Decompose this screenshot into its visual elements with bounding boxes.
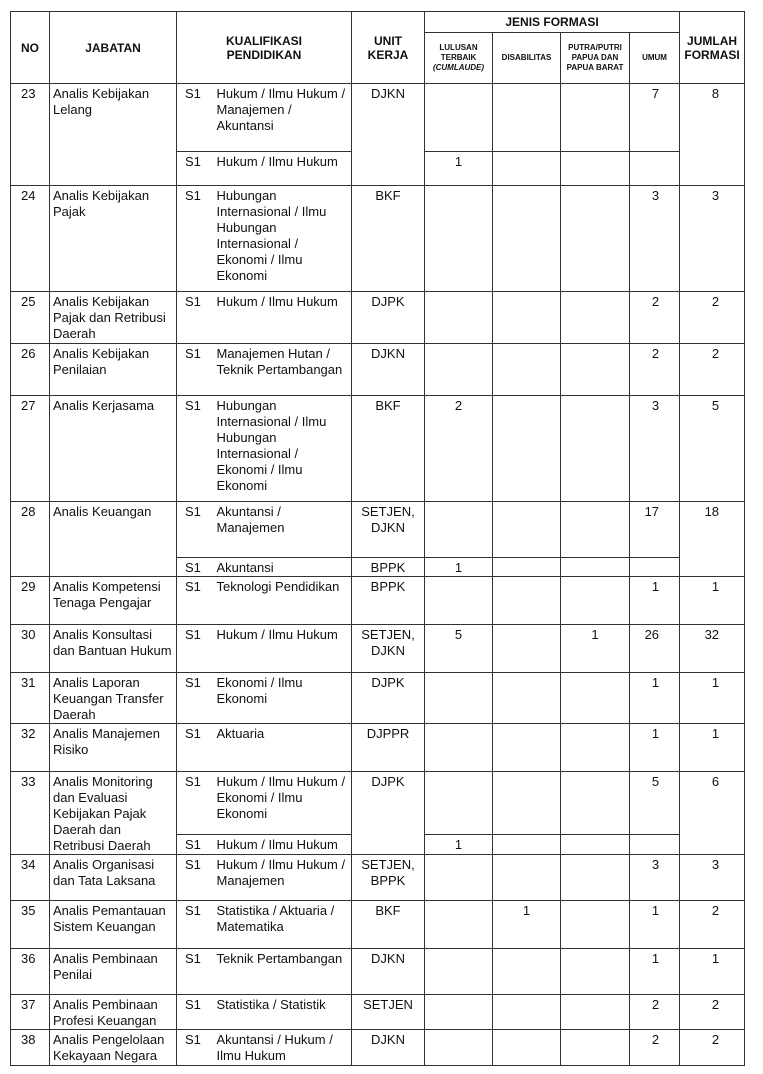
- header-lulusan-terbaik: LULUSAN TERBAIK (CUMLAUDE): [425, 33, 493, 84]
- unit-kerja-cell: BKF: [352, 396, 425, 502]
- kualifikasi-cell: Akuntansi / Hukum / Ilmu Hukum: [215, 1030, 352, 1066]
- umum-cell: 2: [630, 995, 680, 1030]
- cumlaude-cell: [425, 84, 493, 152]
- papua-cell: [561, 396, 630, 502]
- jabatan-cell: Analis Kompetensi Tenaga Pengajar: [50, 577, 177, 625]
- kualifikasi-cell: Hukum / Ilmu Hukum / Manajemen / Akuntansi: [215, 84, 352, 152]
- row-number: 28: [11, 502, 50, 577]
- disabilitas-cell: [493, 724, 561, 772]
- unit-kerja-cell: BKF: [352, 186, 425, 292]
- kualifikasi-cell: Akuntansi / Manajemen: [215, 502, 352, 558]
- row-number: 30: [11, 625, 50, 673]
- disabilitas-cell: [493, 949, 561, 995]
- formasi-table: [10, 11, 745, 1066]
- disabilitas-cell: [493, 186, 561, 292]
- kualifikasi-cell: Teknologi Pendidikan: [215, 577, 352, 625]
- table-row: [11, 625, 745, 673]
- umum-cell: 1: [630, 724, 680, 772]
- disabilitas-cell: 1: [493, 901, 561, 949]
- disabilitas-cell: [493, 772, 561, 835]
- cumlaude-cell: 2: [425, 396, 493, 502]
- row-number: 33: [11, 772, 50, 855]
- kualifikasi-cell: Statistika / Aktuaria / Matematika: [215, 901, 352, 949]
- education-level-cell: S1: [177, 724, 215, 772]
- kualifikasi-cell: Akuntansi: [215, 558, 352, 577]
- kualifikasi-cell: Teknik Pertambangan: [215, 949, 352, 995]
- unit-kerja-cell: SETJEN, BPPK: [352, 855, 425, 901]
- header-jabatan: JABATAN: [50, 12, 177, 84]
- education-level-cell: S1: [177, 292, 215, 344]
- papua-cell: [561, 949, 630, 995]
- disabilitas-cell: [493, 292, 561, 344]
- disabilitas-cell: [493, 834, 561, 854]
- disabilitas-cell: [493, 502, 561, 558]
- papua-cell: [561, 1030, 630, 1066]
- jabatan-cell: Analis Konsultasi dan Bantuan Hukum: [50, 625, 177, 673]
- jabatan-cell: Analis Keuangan: [50, 502, 177, 577]
- table-row: [11, 995, 745, 1030]
- jabatan-cell: Analis Pembinaan Penilai: [50, 949, 177, 995]
- education-level-cell: S1: [177, 834, 215, 854]
- table-row: [11, 84, 745, 152]
- disabilitas-cell: [493, 577, 561, 625]
- unit-kerja-cell: BPPK: [352, 558, 425, 577]
- umum-cell: 7: [630, 84, 680, 152]
- table-row: [11, 949, 745, 995]
- education-level-cell: S1: [177, 1030, 215, 1066]
- cumlaude-cell: [425, 673, 493, 724]
- cumlaude-cell: [425, 949, 493, 995]
- cumlaude-cell: [425, 502, 493, 558]
- kualifikasi-cell: Hukum / Ilmu Hukum: [215, 152, 352, 186]
- header-papua: PUTRA/PUTRI PAPUA DAN PAPUA BARAT: [561, 33, 630, 84]
- umum-cell: 1: [630, 577, 680, 625]
- cumlaude-cell: 1: [425, 834, 493, 854]
- umum-cell: 1: [630, 901, 680, 949]
- jumlah-cell: 2: [680, 901, 745, 949]
- unit-kerja-cell: SETJEN: [352, 995, 425, 1030]
- jabatan-cell: Analis Kebijakan Pajak: [50, 186, 177, 292]
- kualifikasi-cell: Hubungan Internasional / Ilmu Hubungan Internasional / Ekonomi / Ilmu Ekonomi: [215, 186, 352, 292]
- education-level-cell: S1: [177, 949, 215, 995]
- papua-cell: [561, 502, 630, 558]
- disabilitas-cell: [493, 396, 561, 502]
- unit-kerja-cell: BKF: [352, 901, 425, 949]
- education-level-cell: S1: [177, 558, 215, 577]
- disabilitas-cell: [493, 625, 561, 673]
- jabatan-cell: Analis Monitoring dan Evaluasi Kebijakan Pajak Daerah dan Retribusi Daerah: [50, 772, 177, 855]
- umum-cell: [630, 152, 680, 186]
- umum-cell: [630, 558, 680, 577]
- unit-kerja-cell: DJPK: [352, 673, 425, 724]
- education-level-cell: S1: [177, 152, 215, 186]
- disabilitas-cell: [493, 855, 561, 901]
- cumlaude-cell: [425, 995, 493, 1030]
- papua-cell: [561, 152, 630, 186]
- papua-cell: [561, 855, 630, 901]
- jumlah-cell: 3: [680, 855, 745, 901]
- kualifikasi-cell: Hukum / Ilmu Hukum / Manajemen: [215, 855, 352, 901]
- header-kualifikasi: KUALIFIKASI PENDIDIKAN: [177, 12, 352, 84]
- cumlaude-cell: [425, 901, 493, 949]
- jumlah-cell: 1: [680, 577, 745, 625]
- cumlaude-cell: 1: [425, 558, 493, 577]
- unit-kerja-cell: SETJEN, DJKN: [352, 502, 425, 558]
- papua-cell: [561, 673, 630, 724]
- kualifikasi-cell: Hukum / Ilmu Hukum: [215, 625, 352, 673]
- umum-cell: 2: [630, 292, 680, 344]
- row-number: 32: [11, 724, 50, 772]
- unit-kerja-cell: DJKN: [352, 344, 425, 396]
- table-row: [11, 577, 745, 625]
- jumlah-cell: 1: [680, 949, 745, 995]
- education-level-cell: S1: [177, 995, 215, 1030]
- row-number: 35: [11, 901, 50, 949]
- papua-cell: [561, 724, 630, 772]
- umum-cell: 5: [630, 772, 680, 835]
- papua-cell: [561, 577, 630, 625]
- papua-cell: [561, 995, 630, 1030]
- education-level-cell: S1: [177, 502, 215, 558]
- jumlah-cell: 18: [680, 502, 745, 577]
- jumlah-cell: 3: [680, 186, 745, 292]
- education-level-cell: S1: [177, 84, 215, 152]
- table-row: [11, 855, 745, 901]
- jabatan-cell: Analis Kebijakan Lelang: [50, 84, 177, 186]
- kualifikasi-cell: Statistika / Statistik: [215, 995, 352, 1030]
- disabilitas-cell: [493, 995, 561, 1030]
- education-level-cell: S1: [177, 673, 215, 724]
- table-row: [11, 292, 745, 344]
- jumlah-cell: 1: [680, 673, 745, 724]
- umum-cell: 2: [630, 1030, 680, 1066]
- row-number: 24: [11, 186, 50, 292]
- umum-cell: 3: [630, 396, 680, 502]
- disabilitas-cell: [493, 558, 561, 577]
- kualifikasi-cell: Hukum / Ilmu Hukum / Ekonomi / Ilmu Ekonomi: [215, 772, 352, 835]
- unit-kerja-cell: DJKN: [352, 949, 425, 995]
- jabatan-cell: Analis Pemantauan Sistem Keuangan: [50, 901, 177, 949]
- education-level-cell: S1: [177, 625, 215, 673]
- papua-cell: 1: [561, 625, 630, 673]
- umum-cell: 2: [630, 344, 680, 396]
- jumlah-cell: 6: [680, 772, 745, 855]
- jabatan-cell: Analis Organisasi dan Tata Laksana: [50, 855, 177, 901]
- kualifikasi-cell: Aktuaria: [215, 724, 352, 772]
- row-number: 25: [11, 292, 50, 344]
- jumlah-cell: 1: [680, 724, 745, 772]
- jabatan-cell: Analis Manajemen Risiko: [50, 724, 177, 772]
- jabatan-cell: Analis Laporan Keuangan Transfer Daerah: [50, 673, 177, 724]
- jumlah-cell: 2: [680, 344, 745, 396]
- kualifikasi-cell: Hukum / Ilmu Hukum: [215, 292, 352, 344]
- cumlaude-cell: [425, 577, 493, 625]
- education-level-cell: S1: [177, 344, 215, 396]
- jabatan-cell: Analis Kerjasama: [50, 396, 177, 502]
- table-row: [11, 396, 745, 502]
- header-disabilitas: DISABILITAS: [493, 33, 561, 84]
- header-no: NO: [11, 12, 50, 84]
- kualifikasi-cell: Hubungan Internasional / Ilmu Hubungan Internasional / Ekonomi / Ilmu Ekonomi: [215, 396, 352, 502]
- disabilitas-cell: [493, 152, 561, 186]
- papua-cell: [561, 84, 630, 152]
- table-row: [11, 724, 745, 772]
- table-row: [11, 673, 745, 724]
- row-number: 29: [11, 577, 50, 625]
- umum-cell: 26: [630, 625, 680, 673]
- cumlaude-cell: [425, 772, 493, 835]
- row-number: 26: [11, 344, 50, 396]
- disabilitas-cell: [493, 673, 561, 724]
- umum-cell: [630, 834, 680, 854]
- disabilitas-cell: [493, 1030, 561, 1066]
- papua-cell: [561, 558, 630, 577]
- unit-kerja-cell: DJPK: [352, 292, 425, 344]
- unit-kerja-cell: DJKN: [352, 1030, 425, 1066]
- education-level-cell: S1: [177, 186, 215, 292]
- header-jumlah: JUMLAH FORMASI: [680, 12, 745, 84]
- row-number: 38: [11, 1030, 50, 1066]
- papua-cell: [561, 186, 630, 292]
- papua-cell: [561, 772, 630, 835]
- papua-cell: [561, 292, 630, 344]
- education-level-cell: S1: [177, 396, 215, 502]
- education-level-cell: S1: [177, 855, 215, 901]
- jumlah-cell: 2: [680, 292, 745, 344]
- row-number: 34: [11, 855, 50, 901]
- table-row: [11, 772, 745, 835]
- header-umum: UMUM: [630, 33, 680, 84]
- cumlaude-cell: [425, 724, 493, 772]
- umum-cell: 1: [630, 949, 680, 995]
- papua-cell: [561, 834, 630, 854]
- jumlah-cell: 5: [680, 396, 745, 502]
- kualifikasi-cell: Hukum / Ilmu Hukum: [215, 834, 352, 854]
- row-number: 23: [11, 84, 50, 186]
- cumlaude-cell: [425, 855, 493, 901]
- papua-cell: [561, 901, 630, 949]
- cumlaude-cell: [425, 1030, 493, 1066]
- header-unit-kerja: UNIT KERJA: [352, 12, 425, 84]
- jumlah-cell: 2: [680, 995, 745, 1030]
- table-row: [11, 344, 745, 396]
- header-jenis-formasi: JENIS FORMASI: [425, 12, 680, 33]
- kualifikasi-cell: Ekonomi / Ilmu Ekonomi: [215, 673, 352, 724]
- unit-kerja-cell: DJKN: [352, 84, 425, 186]
- jabatan-cell: Analis Kebijakan Pajak dan Retribusi Daerah: [50, 292, 177, 344]
- unit-kerja-cell: DJPK: [352, 772, 425, 855]
- cumlaude-cell: 1: [425, 152, 493, 186]
- kualifikasi-cell: Manajemen Hutan / Teknik Pertambangan: [215, 344, 352, 396]
- table-row: [11, 502, 745, 558]
- row-number: 36: [11, 949, 50, 995]
- table-body: [11, 84, 745, 1066]
- row-number: 37: [11, 995, 50, 1030]
- umum-cell: 3: [630, 855, 680, 901]
- row-number: 27: [11, 396, 50, 502]
- cumlaude-cell: [425, 186, 493, 292]
- unit-kerja-cell: SETJEN, DJKN: [352, 625, 425, 673]
- cumlaude-cell: 5: [425, 625, 493, 673]
- jabatan-cell: Analis Kebijakan Penilaian: [50, 344, 177, 396]
- umum-cell: 1: [630, 673, 680, 724]
- umum-cell: 17: [630, 502, 680, 558]
- jumlah-cell: 8: [680, 84, 745, 186]
- unit-kerja-cell: DJPPR: [352, 724, 425, 772]
- education-level-cell: S1: [177, 577, 215, 625]
- umum-cell: 3: [630, 186, 680, 292]
- papua-cell: [561, 344, 630, 396]
- table-row: [11, 186, 745, 292]
- table-row: [11, 901, 745, 949]
- jumlah-cell: 32: [680, 625, 745, 673]
- table-row: [11, 1030, 745, 1066]
- disabilitas-cell: [493, 344, 561, 396]
- disabilitas-cell: [493, 84, 561, 152]
- education-level-cell: S1: [177, 772, 215, 835]
- jumlah-cell: 2: [680, 1030, 745, 1066]
- cumlaude-cell: [425, 344, 493, 396]
- row-number: 31: [11, 673, 50, 724]
- jabatan-cell: Analis Pembinaan Profesi Keuangan: [50, 995, 177, 1030]
- jabatan-cell: Analis Pengelolaan Kekayaan Negara: [50, 1030, 177, 1066]
- education-level-cell: S1: [177, 901, 215, 949]
- cumlaude-cell: [425, 292, 493, 344]
- unit-kerja-cell: BPPK: [352, 577, 425, 625]
